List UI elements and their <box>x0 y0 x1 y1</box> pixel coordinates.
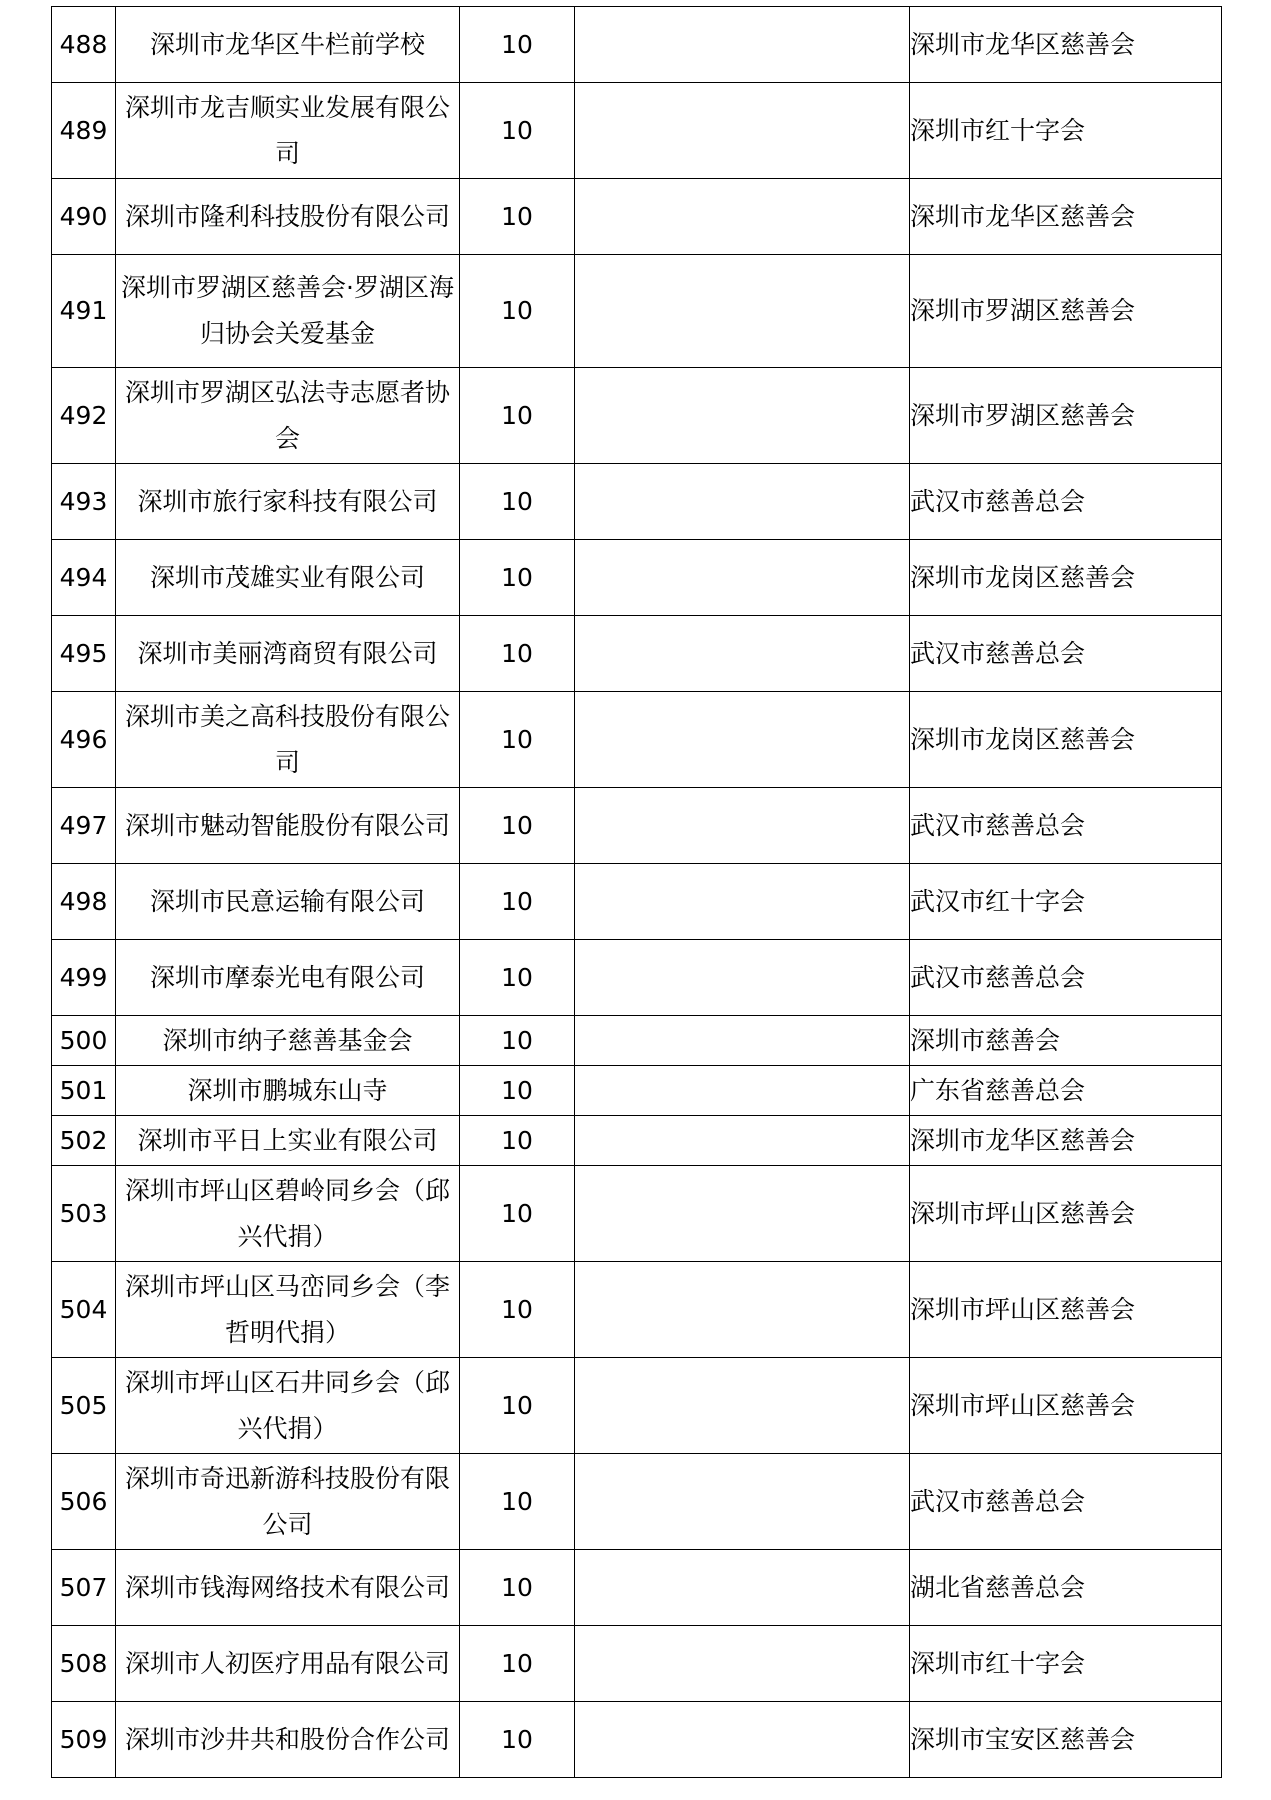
donor-name: 深圳市纳子慈善基金会 <box>116 1016 460 1066</box>
table-row <box>52 1454 1222 1550</box>
recipient-organization: 武汉市红十字会 <box>910 864 1222 940</box>
note-cell <box>575 255 910 368</box>
donor-name: 深圳市龙吉顺实业发展有限公司 <box>116 83 460 179</box>
row-number: 509 <box>52 1702 116 1778</box>
recipient-organization: 深圳市坪山区慈善会 <box>910 1358 1222 1454</box>
row-number: 493 <box>52 464 116 540</box>
row-number: 489 <box>52 83 116 179</box>
recipient-organization: 武汉市慈善总会 <box>910 1454 1222 1550</box>
row-number: 495 <box>52 616 116 692</box>
row-number: 501 <box>52 1066 116 1116</box>
recipient-organization: 深圳市坪山区慈善会 <box>910 1262 1222 1358</box>
table-row <box>52 940 1222 1016</box>
table-row <box>52 1550 1222 1626</box>
row-number: 488 <box>52 7 116 83</box>
donor-name: 深圳市隆利科技股份有限公司 <box>116 179 460 255</box>
donation-table-body <box>52 7 1222 1778</box>
recipient-organization: 深圳市龙华区慈善会 <box>910 179 1222 255</box>
donation-amount: 10 <box>460 1626 575 1702</box>
table-row <box>52 692 1222 788</box>
row-number: 506 <box>52 1454 116 1550</box>
table-row <box>52 788 1222 864</box>
recipient-organization: 深圳市龙岗区慈善会 <box>910 692 1222 788</box>
donation-table <box>51 6 1222 1778</box>
table-row <box>52 1262 1222 1358</box>
table-row <box>52 1066 1222 1116</box>
row-number: 503 <box>52 1166 116 1262</box>
donor-name: 深圳市钱海网络技术有限公司 <box>116 1550 460 1626</box>
donation-amount: 10 <box>460 1262 575 1358</box>
row-number: 505 <box>52 1358 116 1454</box>
donation-amount: 10 <box>460 83 575 179</box>
note-cell <box>575 692 910 788</box>
recipient-organization: 深圳市龙岗区慈善会 <box>910 540 1222 616</box>
recipient-organization: 武汉市慈善总会 <box>910 788 1222 864</box>
row-number: 496 <box>52 692 116 788</box>
note-cell <box>575 83 910 179</box>
note-cell <box>575 1550 910 1626</box>
note-cell <box>575 1066 910 1116</box>
donor-name: 深圳市人初医疗用品有限公司 <box>116 1626 460 1702</box>
row-number: 500 <box>52 1016 116 1066</box>
donation-amount: 10 <box>460 255 575 368</box>
note-cell <box>575 616 910 692</box>
recipient-organization: 武汉市慈善总会 <box>910 940 1222 1016</box>
donor-name: 深圳市坪山区碧岭同乡会（邱兴代捐） <box>116 1166 460 1262</box>
note-cell <box>575 1016 910 1066</box>
donation-amount: 10 <box>460 1016 575 1066</box>
donor-name: 深圳市美丽湾商贸有限公司 <box>116 616 460 692</box>
recipient-organization: 深圳市宝安区慈善会 <box>910 1702 1222 1778</box>
table-row <box>52 464 1222 540</box>
row-number: 497 <box>52 788 116 864</box>
table-row <box>52 1166 1222 1262</box>
row-number: 498 <box>52 864 116 940</box>
table-row <box>52 1358 1222 1454</box>
row-number: 504 <box>52 1262 116 1358</box>
recipient-organization: 深圳市龙华区慈善会 <box>910 7 1222 83</box>
donor-name: 深圳市坪山区马峦同乡会（李哲明代捐） <box>116 1262 460 1358</box>
note-cell <box>575 1166 910 1262</box>
row-number: 491 <box>52 255 116 368</box>
donation-amount: 10 <box>460 616 575 692</box>
table-row <box>52 540 1222 616</box>
donor-name: 深圳市旅行家科技有限公司 <box>116 464 460 540</box>
donor-name: 深圳市美之高科技股份有限公司 <box>116 692 460 788</box>
donor-name: 深圳市罗湖区弘法寺志愿者协会 <box>116 368 460 464</box>
table-row <box>52 7 1222 83</box>
row-number: 502 <box>52 1116 116 1166</box>
note-cell <box>575 179 910 255</box>
donation-amount: 10 <box>460 540 575 616</box>
donation-amount: 10 <box>460 1550 575 1626</box>
row-number: 508 <box>52 1626 116 1702</box>
table-row <box>52 179 1222 255</box>
donation-amount: 10 <box>460 7 575 83</box>
table-row <box>52 616 1222 692</box>
donor-name: 深圳市摩泰光电有限公司 <box>116 940 460 1016</box>
table-row <box>52 1016 1222 1066</box>
recipient-organization: 深圳市红十字会 <box>910 83 1222 179</box>
donor-name: 深圳市茂雄实业有限公司 <box>116 540 460 616</box>
recipient-organization: 湖北省慈善总会 <box>910 1550 1222 1626</box>
donation-amount: 10 <box>460 1358 575 1454</box>
note-cell <box>575 1626 910 1702</box>
note-cell <box>575 1702 910 1778</box>
note-cell <box>575 7 910 83</box>
note-cell <box>575 1454 910 1550</box>
donation-amount: 10 <box>460 464 575 540</box>
donor-name: 深圳市魅动智能股份有限公司 <box>116 788 460 864</box>
table-row <box>52 255 1222 368</box>
note-cell <box>575 368 910 464</box>
recipient-organization: 深圳市慈善会 <box>910 1016 1222 1066</box>
table-row <box>52 83 1222 179</box>
donation-amount: 10 <box>460 1066 575 1116</box>
donation-amount: 10 <box>460 864 575 940</box>
row-number: 494 <box>52 540 116 616</box>
table-row <box>52 864 1222 940</box>
recipient-organization: 深圳市龙华区慈善会 <box>910 1116 1222 1166</box>
note-cell <box>575 940 910 1016</box>
note-cell <box>575 788 910 864</box>
donation-amount: 10 <box>460 940 575 1016</box>
recipient-organization: 广东省慈善总会 <box>910 1066 1222 1116</box>
row-number: 492 <box>52 368 116 464</box>
donor-name: 深圳市坪山区石井同乡会（邱兴代捐） <box>116 1358 460 1454</box>
donation-amount: 10 <box>460 1166 575 1262</box>
donor-name: 深圳市民意运输有限公司 <box>116 864 460 940</box>
donation-amount: 10 <box>460 1454 575 1550</box>
table-row <box>52 1116 1222 1166</box>
table-row <box>52 1702 1222 1778</box>
donor-name: 深圳市沙井共和股份合作公司 <box>116 1702 460 1778</box>
note-cell <box>575 464 910 540</box>
recipient-organization: 深圳市罗湖区慈善会 <box>910 255 1222 368</box>
table-row <box>52 368 1222 464</box>
row-number: 499 <box>52 940 116 1016</box>
donor-name: 深圳市龙华区牛栏前学校 <box>116 7 460 83</box>
note-cell <box>575 1262 910 1358</box>
donor-name: 深圳市平日上实业有限公司 <box>116 1116 460 1166</box>
donor-name: 深圳市鹏城东山寺 <box>116 1066 460 1116</box>
donor-name: 深圳市罗湖区慈善会·罗湖区海归协会关爱基金 <box>116 255 460 368</box>
donor-name: 深圳市奇迅新游科技股份有限公司 <box>116 1454 460 1550</box>
row-number: 490 <box>52 179 116 255</box>
recipient-organization: 武汉市慈善总会 <box>910 464 1222 540</box>
row-number: 507 <box>52 1550 116 1626</box>
note-cell <box>575 864 910 940</box>
recipient-organization: 深圳市红十字会 <box>910 1626 1222 1702</box>
donation-amount: 10 <box>460 788 575 864</box>
recipient-organization: 深圳市罗湖区慈善会 <box>910 368 1222 464</box>
donation-amount: 10 <box>460 1702 575 1778</box>
note-cell <box>575 540 910 616</box>
donation-amount: 10 <box>460 1116 575 1166</box>
donation-amount: 10 <box>460 179 575 255</box>
table-row <box>52 1626 1222 1702</box>
note-cell <box>575 1358 910 1454</box>
donation-amount: 10 <box>460 368 575 464</box>
donation-amount: 10 <box>460 692 575 788</box>
note-cell <box>575 1116 910 1166</box>
recipient-organization: 深圳市坪山区慈善会 <box>910 1166 1222 1262</box>
recipient-organization: 武汉市慈善总会 <box>910 616 1222 692</box>
